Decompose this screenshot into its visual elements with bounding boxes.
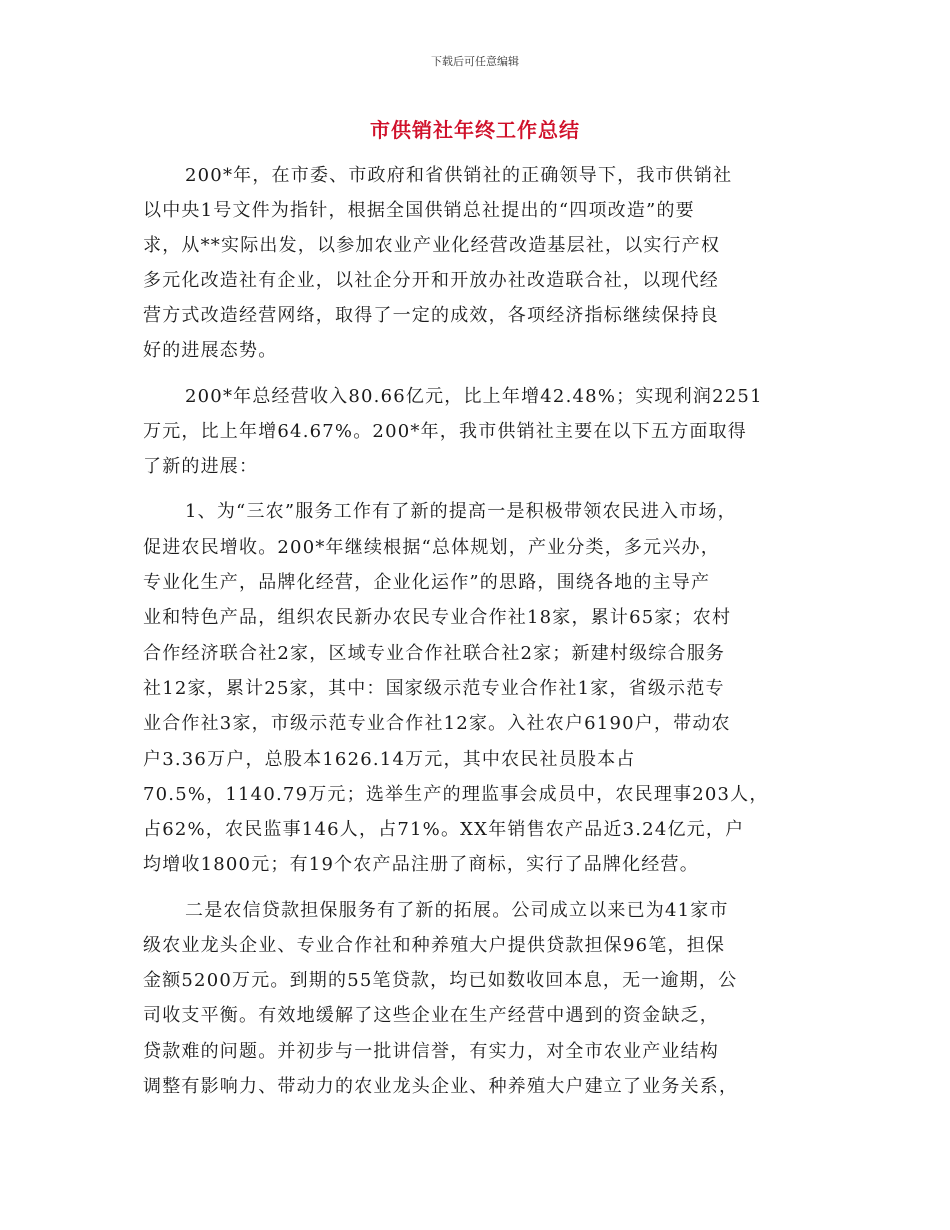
body-line: 专业化生产，品牌化经营，企业化运作”的思路，围绕各地的主导产 [143,572,711,593]
body-line: 1、为“三农”服务工作有了新的提高一是积极带领农民进入市场， [185,501,737,522]
body-line: 促进农民增收。200*年继续根据“总体规划，产业分类，多元兴办， [143,537,720,558]
body-line: 求，从**实际出发，以参加农业产业化经营改造基层社，以实行产权 [143,235,721,256]
body-line: 金额5200万元。到期的55笔贷款，均已如数收回本息，无一逾期，公 [143,970,738,991]
body-line: 级农业龙头企业、专业合作社和种养殖大户提供贷款担保96笔，担保 [143,935,726,956]
body-line: 均增收1800元；有19个农产品注册了商标，实行了品牌化经营。 [143,854,699,875]
body-line: 社12家，累计25家，其中：国家级示范专业合作社1家，省级示范专 [143,678,725,699]
body-line: 二是农信贷款担保服务有了新的拓展。公司成立以来已为41家市 [185,900,729,921]
body-line: 70.5%，1140.79万元；选举生产的理监事会成员中，农民理事203人， [143,784,769,805]
body-line: 以中央1号文件为指针，根据全国供销总社提出的“四项改造”的要 [143,200,695,221]
body-line: 了新的进展： [143,456,259,477]
body-line: 调整有影响力、带动力的农业龙头企业、种养殖大户建立了业务关系， [143,1076,739,1097]
document-title: 市供销社年终工作总结 [370,118,580,142]
body-line: 占62%，农民监事146人，占71%。XX年销售农产品近3.24亿元，户 [143,819,745,840]
body-line: 多元化改造社有企业，以社企分开和开放办社改造联合社，以现代经 [143,270,719,291]
body-line: 好的进展态势。 [143,340,278,361]
body-line: 业和特色产品，组织农民新办农民专业合作社18家，累计65家；农村 [143,607,732,628]
body-line: 万元，比上年增64.67%。200*年，我市供销社主要在以下五方面取得 [143,421,747,442]
body-line: 贷款难的问题。并初步与一批讲信誉，有实力，对全市农业产业结构 [143,1041,719,1062]
body-line: 营方式改造经营网络，取得了一定的成效，各项经济指标继续保持良 [143,305,719,326]
body-line: 合作经济联合社2家，区域专业合作社联合社2家；新建村级综合服务 [143,643,726,664]
body-line: 200*年总经营收入80.66亿元，比上年增42.48%；实现利润2251 [185,386,763,407]
body-line: 户3.36万户，总股本1626.14万元，其中农民社员股本占 [143,749,636,770]
body-line: 200*年，在市委、市政府和省供销社的正确领导下，我市供销社 [185,165,733,186]
body-line: 司收支平衡。有效地缓解了这些企业在生产经营中遇到的资金缺乏， [143,1005,719,1026]
page-header-note: 下载后可任意编辑 [431,55,519,68]
body-line: 业合作社3家，市级示范专业合作社12家。入社农户6190户，带动农 [143,713,731,734]
